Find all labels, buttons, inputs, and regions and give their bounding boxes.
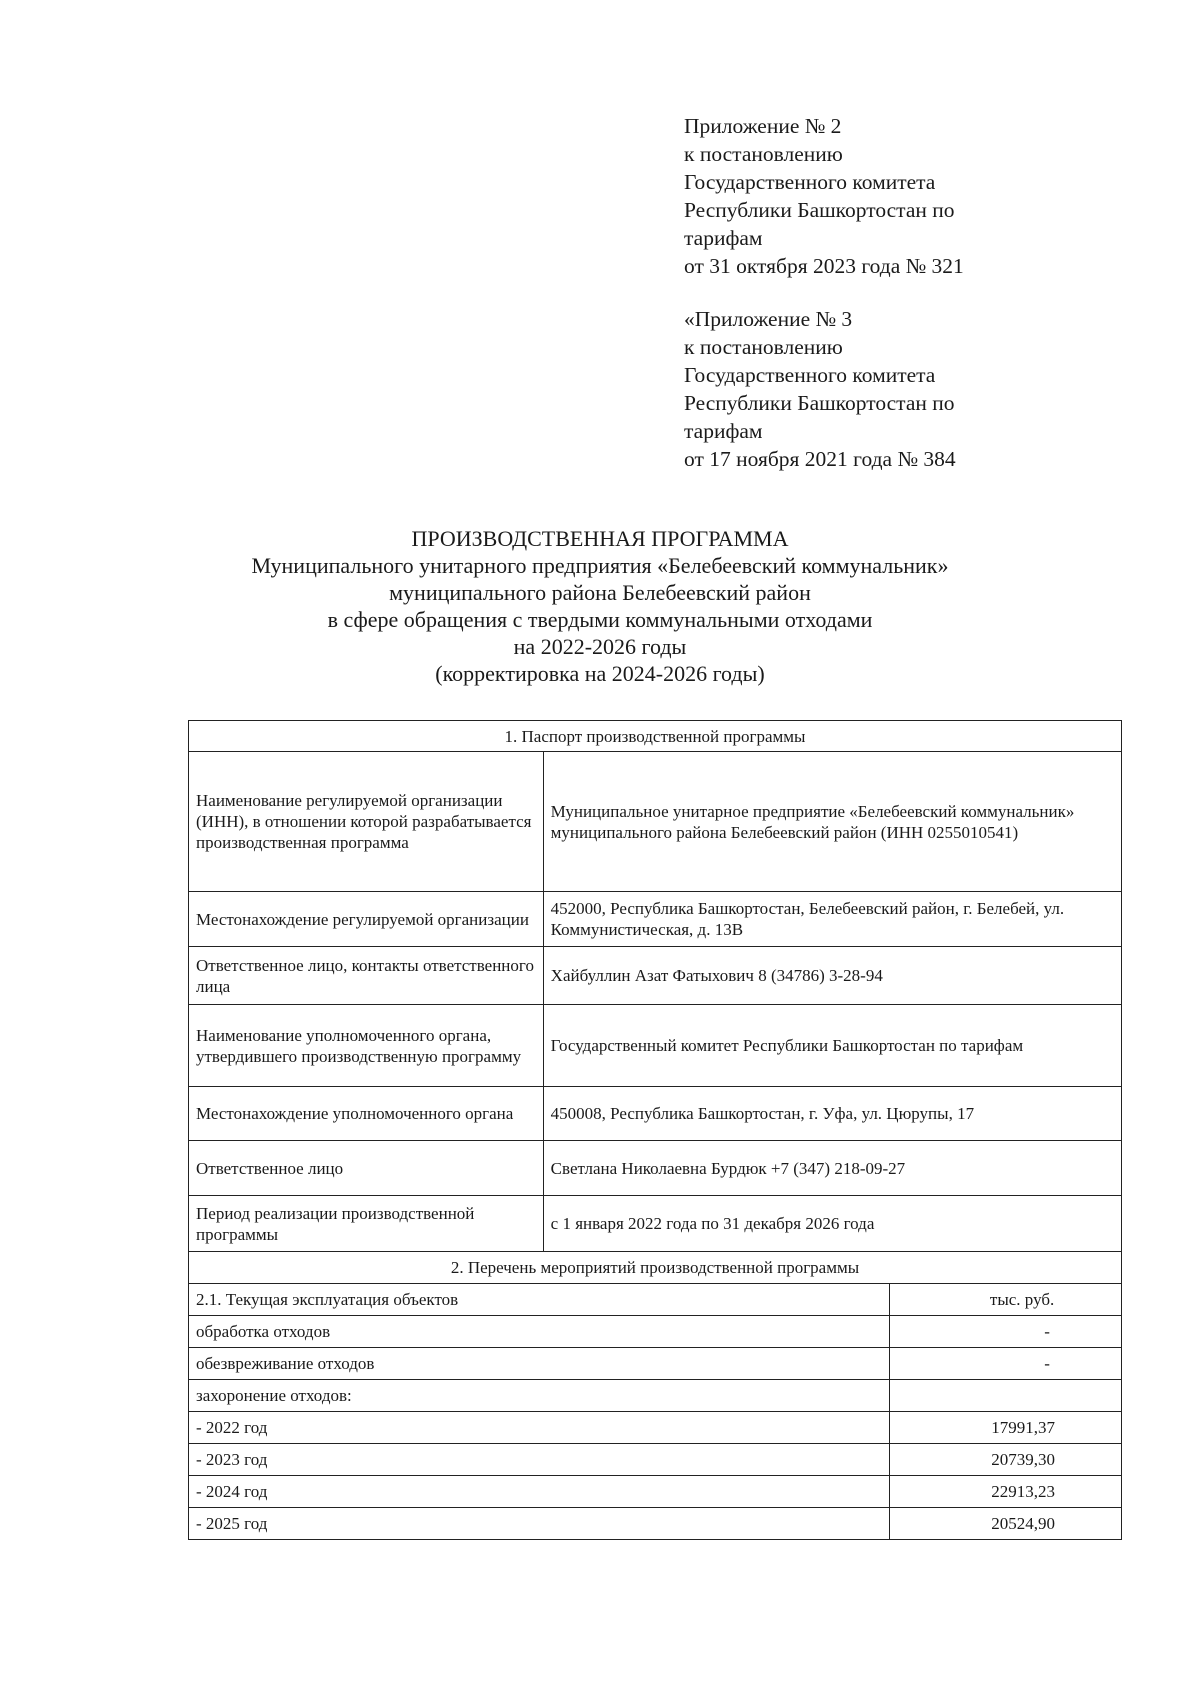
measure-value: 20739,30 (890, 1444, 1122, 1476)
passport-value: Муниципальное унитарное предприятие «Белебеевский коммунальник» муниципального района Белебеевский район (ИНН 0255010541) (543, 752, 1121, 892)
passport-value: Хайбуллин Азат Фатыхович 8 (34786) 3-28-94 (543, 947, 1121, 1005)
title-line: муниципального района Белебеевский район (389, 580, 811, 605)
table-row (189, 1284, 1122, 1316)
table-row (189, 721, 1122, 752)
annex-line: к постановлению (684, 335, 843, 359)
table-row (189, 1380, 1122, 1412)
annex-line: Государственного комитета (684, 363, 936, 387)
annex-current-block (684, 112, 1044, 280)
measures-subheader-label: 2.1. Текущая эксплуатация объектов (189, 1284, 890, 1316)
annex-line: «Приложение № 3 (684, 307, 853, 331)
passport-label: Наименование регулируемой организации (ИНН), в отношении которой разрабатывается производственная программа (189, 752, 544, 892)
measures-unit: тыс. руб. (890, 1284, 1122, 1316)
passport-label: Период реализации производственной программы (189, 1196, 544, 1252)
measure-label: обезвреживание отходов (189, 1348, 890, 1380)
passport-header: 1. Паспорт производственной программы (189, 721, 1122, 752)
measure-value: 17991,37 (890, 1412, 1122, 1444)
passport-value: 450008, Республика Башкортостан, г. Уфа, ул. Цюрупы, 17 (543, 1087, 1121, 1141)
table-row (189, 752, 1122, 892)
measure-value: 22913,23 (890, 1476, 1122, 1508)
annex-line: к постановлению (684, 142, 843, 166)
annex-previous-block (684, 305, 1044, 473)
program-table (188, 720, 1122, 1540)
title-line: на 2022-2026 годы (513, 634, 687, 659)
measure-label: - 2024 год (189, 1476, 890, 1508)
table-row (189, 1196, 1122, 1252)
measure-label: захоронение отходов: (189, 1380, 890, 1412)
table-row (189, 1005, 1122, 1087)
table-row (189, 892, 1122, 947)
table-row (189, 1412, 1122, 1444)
passport-value: Светлана Николаевна Бурдюк +7 (347) 218-09-27 (543, 1141, 1121, 1196)
table-row (189, 1444, 1122, 1476)
measures-header: 2. Перечень мероприятий производственной программы (189, 1252, 1122, 1284)
annex-line: Республики Башкортостан по (684, 198, 955, 222)
annex-line: Республики Башкортостан по (684, 391, 955, 415)
annex-line: тарифам (684, 226, 763, 250)
passport-label: Наименование уполномоченного органа, утвердившего производственную программу (189, 1005, 544, 1087)
document-title (0, 525, 1200, 687)
measure-value (890, 1380, 1122, 1412)
table-row (189, 1348, 1122, 1380)
passport-value: 452000, Республика Башкортостан, Белебеевский район, г. Белебей, ул. Коммунистическая, д. 13В (543, 892, 1121, 947)
annex-line: Государственного комитета (684, 170, 936, 194)
passport-label: Ответственное лицо, контакты ответственного лица (189, 947, 544, 1005)
title-line: (корректировка на 2024-2026 годы) (435, 661, 765, 686)
measure-label: - 2022 год (189, 1412, 890, 1444)
measure-value: - (890, 1316, 1122, 1348)
annex-line: тарифам (684, 419, 763, 443)
measure-label: - 2023 год (189, 1444, 890, 1476)
measure-value: 20524,90 (890, 1508, 1122, 1540)
table-row (189, 1141, 1122, 1196)
passport-label: Ответственное лицо (189, 1141, 544, 1196)
table-row (189, 947, 1122, 1005)
title-line: ПРОИЗВОДСТВЕННАЯ ПРОГРАММА (411, 526, 789, 551)
annex-line: от 17 ноября 2021 года № 384 (684, 447, 956, 471)
table-row (189, 1316, 1122, 1348)
table-row (189, 1476, 1122, 1508)
measure-label: - 2025 год (189, 1508, 890, 1540)
passport-value: Государственный комитет Республики Башкортостан по тарифам (543, 1005, 1121, 1087)
measure-value: - (890, 1348, 1122, 1380)
title-line: Муниципального унитарного предприятия «Белебеевский коммунальник» (251, 553, 949, 578)
table-row (189, 1087, 1122, 1141)
measure-label: обработка отходов (189, 1316, 890, 1348)
passport-label: Местонахождение уполномоченного органа (189, 1087, 544, 1141)
annex-line: от 31 октября 2023 года № 321 (684, 254, 964, 278)
passport-label: Местонахождение регулируемой организации (189, 892, 544, 947)
passport-value: с 1 января 2022 года по 31 декабря 2026 года (543, 1196, 1121, 1252)
table-row (189, 1252, 1122, 1284)
annex-line: Приложение № 2 (684, 114, 842, 138)
table-row (189, 1508, 1122, 1540)
title-line: в сфере обращения с твердыми коммунальными отходами (327, 607, 873, 632)
